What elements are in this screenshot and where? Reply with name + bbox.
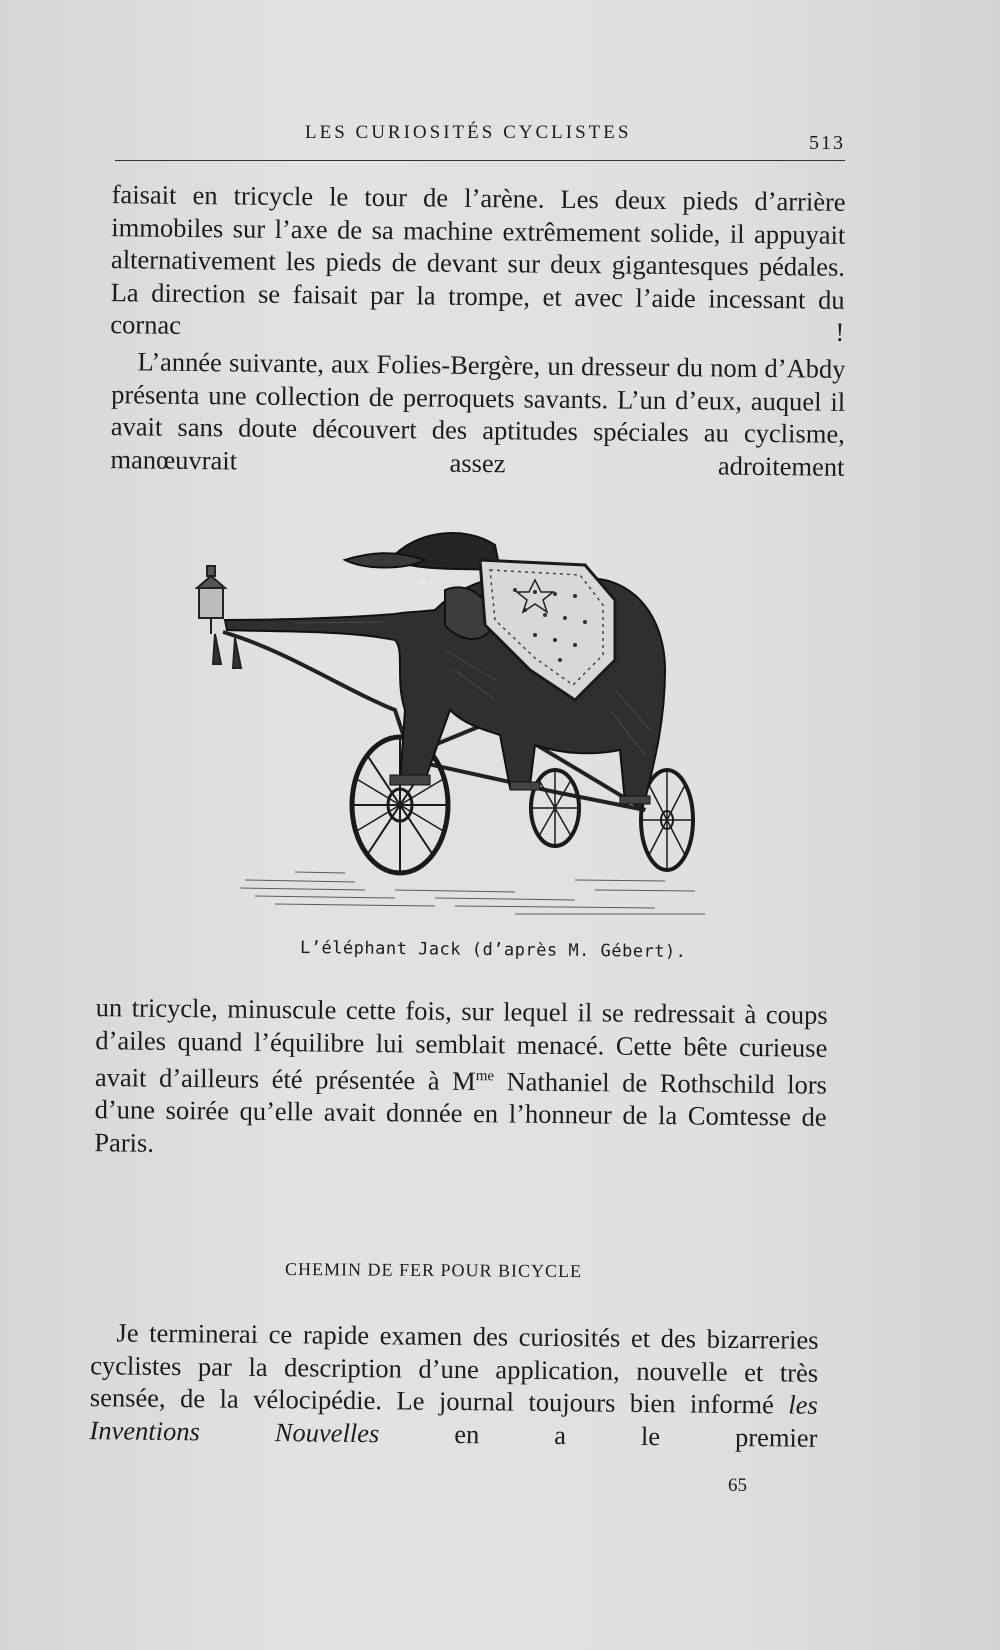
elephant-illustration <box>195 530 735 930</box>
elephant-engraving-image <box>195 530 735 930</box>
paragraph-text: Nathaniel de Rothschild lors d’une soirée qu’elle avait donnée en l’honneur de la Comtesse de Paris. <box>94 1066 828 1158</box>
lantern-icon <box>197 566 241 668</box>
page-number: 513 <box>809 132 845 154</box>
steering-rod <box>223 632 410 755</box>
ground-hatching <box>240 872 705 914</box>
elephant-figure <box>225 533 665 804</box>
paragraph-text: Je terminerai ce rapide examen des curiosités et des bizarreries cyclistes par la description d’une application, nouvelle et très sensée, de la vélocipédie. Le journal toujours bien informé <box>89 1317 819 1420</box>
paragraph-text: en a le premier <box>379 1417 818 1453</box>
signature-mark: 65 <box>728 1475 747 1496</box>
running-title: LES CURIOSITÉS CYCLISTES <box>305 122 632 143</box>
section-heading: CHEMIN DE FER POUR BICYCLE <box>284 1258 583 1282</box>
paragraph-text: un tricycle, minuscule cette fois, sur lequel il se redressait à coups d’ailes quand l’équilibre lui semblait menacé. Cette bête curieuse avait d’ailleurs été présentée à M <box>94 992 828 1096</box>
paragraph-parrots: L’année suivante, aux Folies-Bergère, un dresseur du nom d’Abdy présenta une collection de perroquets savants. L’un d’eux, auquel il avait sans doute découvert des aptitudes spéciales au cyclisme, manœuvrait assez adroitement <box>110 346 846 482</box>
running-head <box>115 122 845 162</box>
rear-left-wheel <box>531 770 579 846</box>
superscript-me: me <box>475 1068 495 1085</box>
header-rule <box>115 160 845 161</box>
paragraph-elephant-tricycle: faisait en tricycle le tour de l’arène. Les deux pieds d’arrière immobiles sur l’axe de sa machine extrêmement solide, il appuyait alternativement les pieds de devant sur deux gigantesques pédales. La direction se faisait par la trompe, et avec l’aide incessant du cornac ! <box>110 179 846 347</box>
paragraph-tricycle-parrot <box>94 991 828 1166</box>
paragraph-railway-bicycle <box>89 1316 818 1454</box>
figure-caption: L’éléphant Jack (d’après M. Gébert). <box>299 937 687 963</box>
journal-title: les Inventions Nouvelles <box>89 1389 818 1448</box>
